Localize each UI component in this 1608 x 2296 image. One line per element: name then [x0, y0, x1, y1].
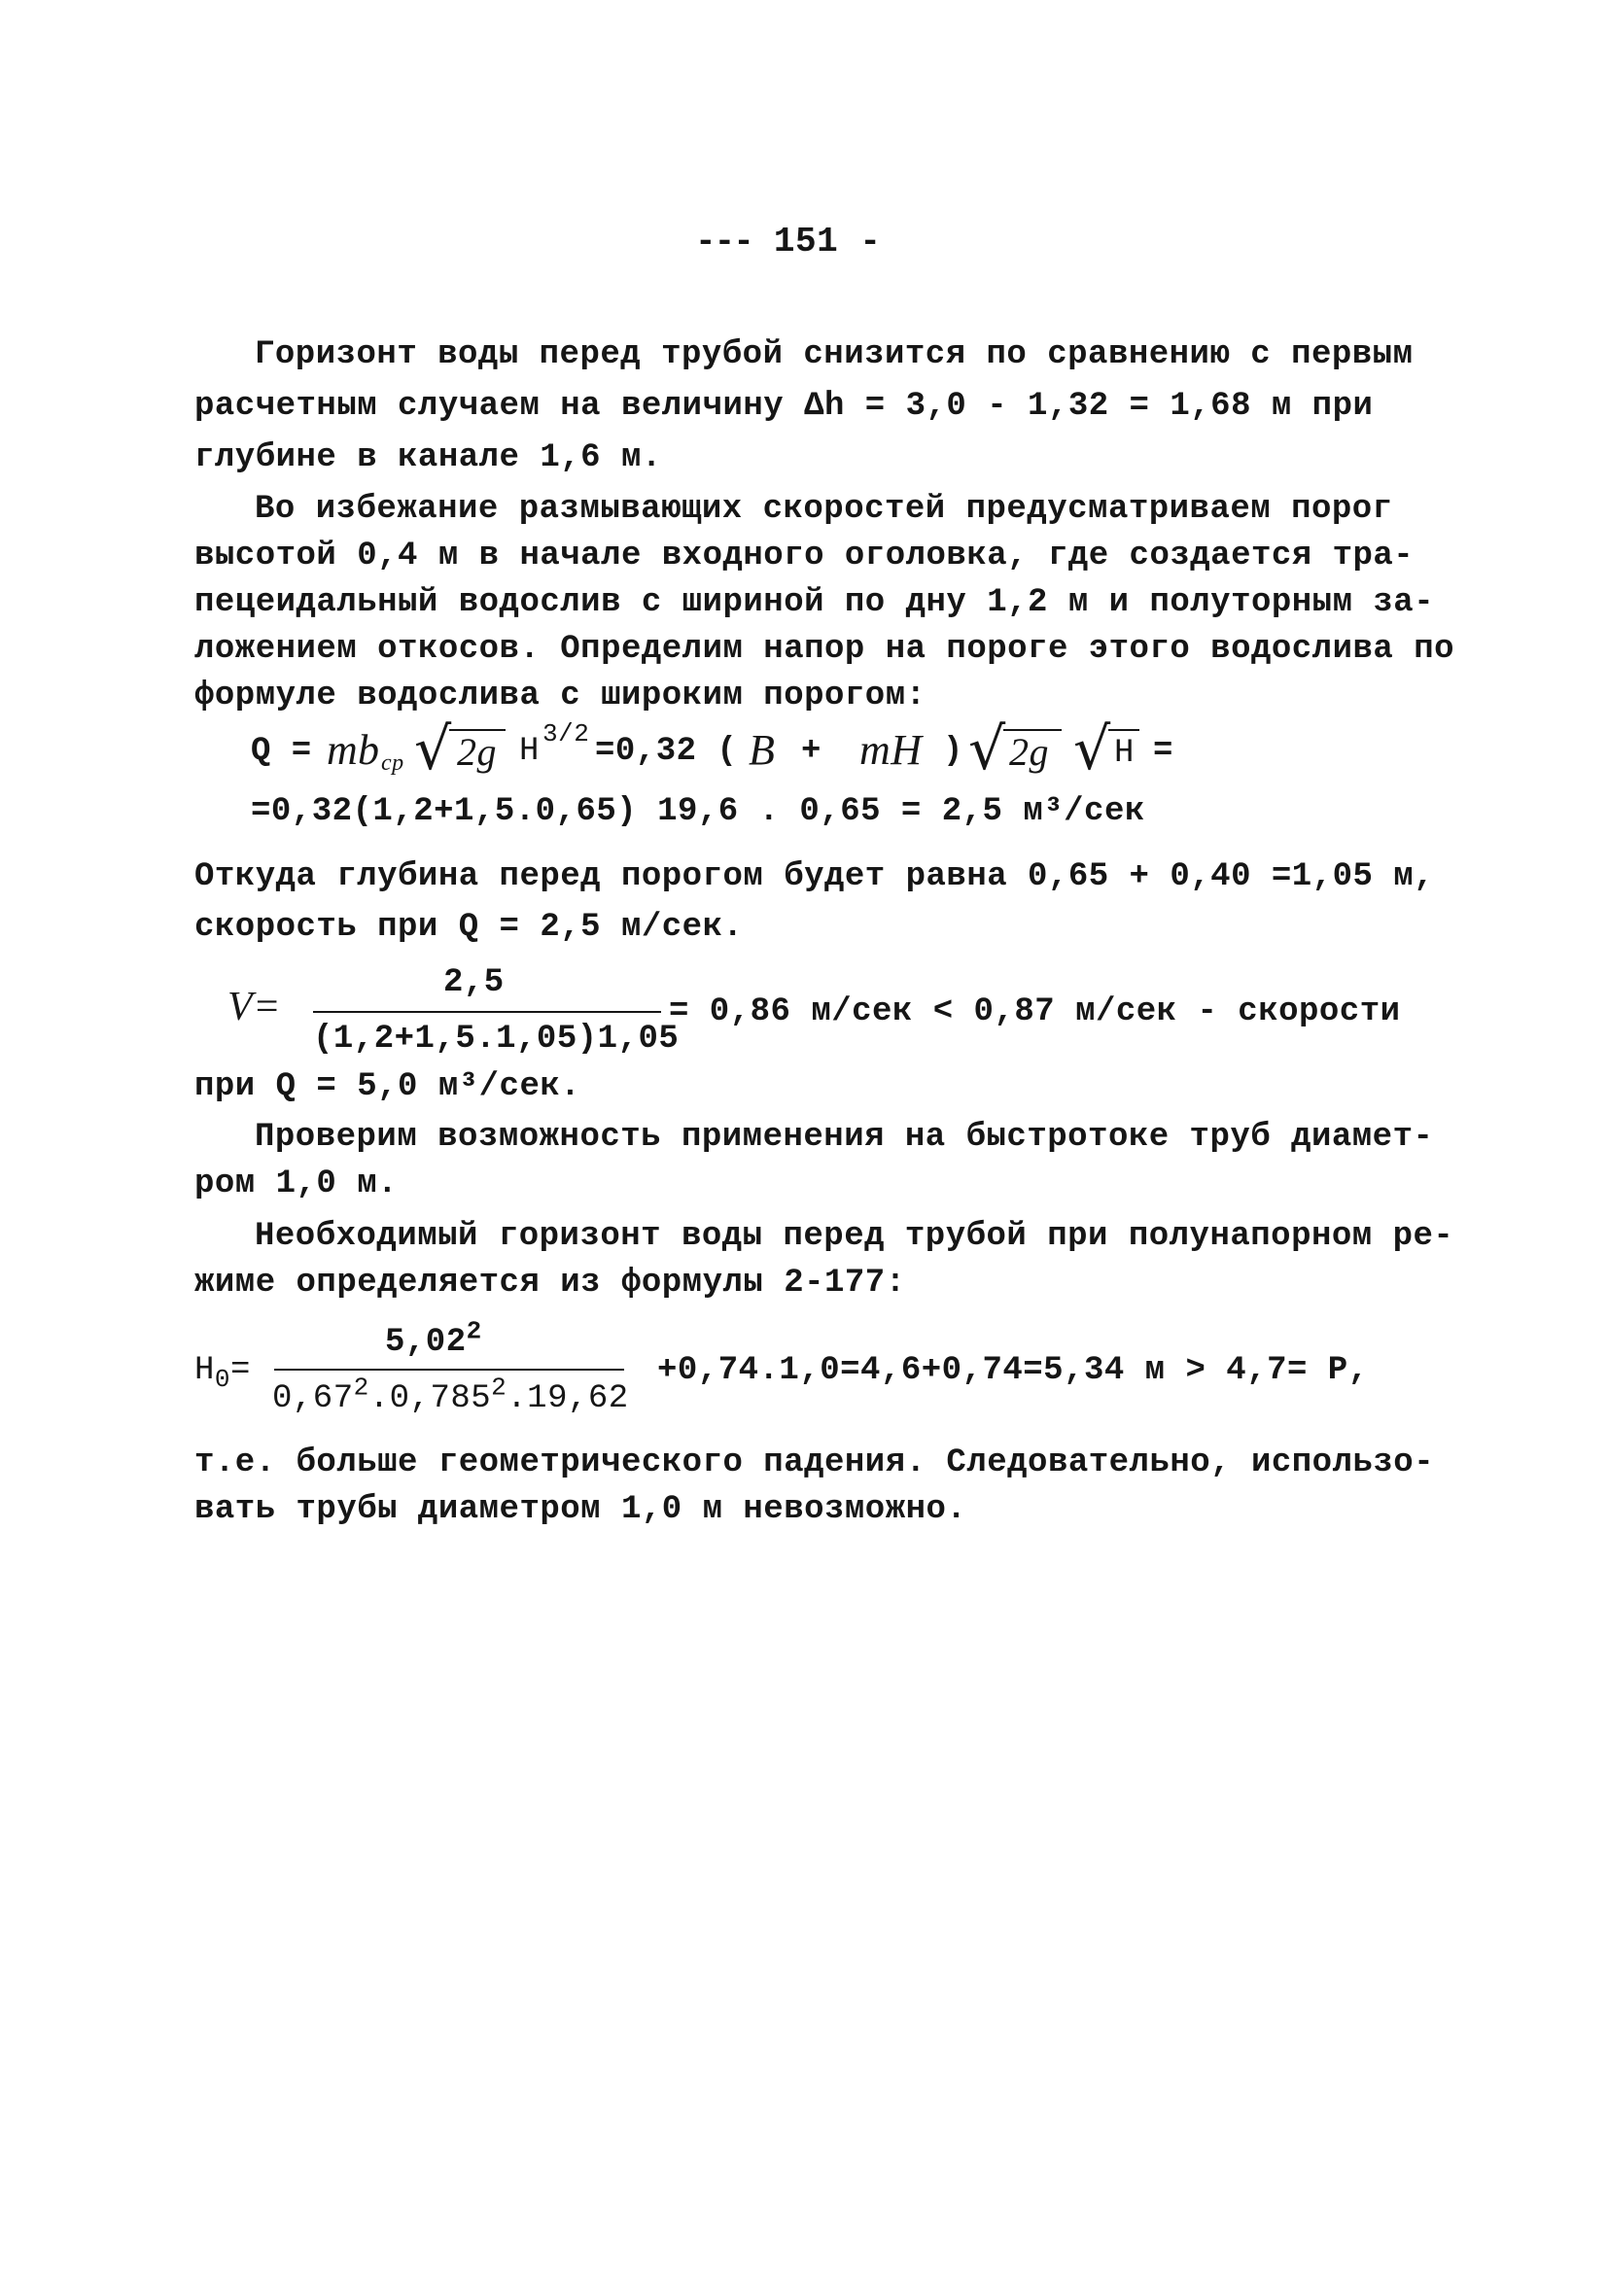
paragraph-line: жиме определяется из формулы 2-177: — [194, 1265, 906, 1302]
page-number: --- 151 - — [695, 222, 882, 261]
formula-rhs: = 0,86 м/сек < 0,87 м/сек - скорости — [669, 993, 1401, 1030]
radical-bar-3 — [1108, 729, 1139, 731]
formula-line: =0,32(1,2+1,5.0,65) 19,6 . 0,65 = 2,5 м³/сек — [251, 793, 1145, 830]
formula-denominator: (1,2+1,5.1,05)1,05 — [313, 1021, 680, 1058]
formula-h0-denominator: 0,67$^2$.0,785$^2$.19,62 — [272, 1373, 629, 1417]
formula-b: b — [358, 726, 380, 774]
formula-2g: 2g — [457, 730, 497, 774]
radical-sign-2: √ — [968, 715, 1006, 783]
formula-mH: mH — [859, 726, 923, 774]
paragraph-line: формуле водослива с широким порогом: — [194, 678, 926, 714]
formula-eq: = — [1153, 733, 1173, 770]
formula-h0-lhs: $H_0=$ — [194, 1352, 251, 1394]
formula-2g-2: 2g — [1009, 730, 1049, 774]
fraction-line-2 — [274, 1369, 624, 1371]
paragraph-line: ром 1,0 м. — [194, 1165, 399, 1202]
paragraph-line: Во избежание размывающих скоростей предусматриваем порог — [255, 491, 1393, 528]
formula-h0-rhs: +0,74.1,0=4,6+0,74=5,34 м > 4,7= P, — [657, 1352, 1369, 1389]
fraction-line — [313, 1011, 661, 1013]
formula-m: m — [327, 726, 359, 774]
radical-sign: √ — [414, 715, 452, 783]
paragraph-line: глубине в канале 1,6 м. — [194, 439, 662, 476]
paragraph-line: высотой 0,4 м в начале входного оголовка, где создается тра- — [194, 538, 1415, 574]
formula-sqrt-h: H — [1114, 735, 1135, 772]
formula-B: B — [749, 726, 776, 774]
formula-plus: + — [801, 733, 821, 770]
formula-close: ) — [943, 733, 963, 770]
formula-q: Q = — [251, 733, 312, 770]
paragraph-line: вать трубы диаметром 1,0 м невозможно. — [194, 1491, 967, 1528]
paragraph-line: скорость при Q = 2,5 м/сек. — [194, 909, 744, 946]
paragraph-line: Откуда глубина перед порогом будет равна 0,65 + 0,40 =1,05 м, — [194, 858, 1435, 895]
formula-pow: 3/2 — [542, 719, 590, 748]
formula-numerator: 2,5 — [443, 964, 505, 1001]
paragraph-line: Необходимый горизонт воды перед трубой при полунапорном ре- — [255, 1218, 1454, 1255]
formula-h: H — [519, 733, 540, 770]
paragraph-line: пецеидальный водослив с шириной по дну 1,2 м и полуторным за- — [194, 584, 1435, 621]
formula-rest: =0,32 ( — [595, 733, 738, 770]
formula-h0-numerator: 5,02$^2$ — [385, 1316, 482, 1361]
paragraph-line: ложением откосов. Определим напор на пороге этого водослива по — [194, 631, 1455, 668]
radical-sign-3: √ — [1073, 715, 1111, 783]
formula-b-sub: ср — [381, 750, 404, 776]
formula-v-lhs: V= — [227, 985, 281, 1029]
paragraph-line: Горизонт воды перед трубой снизится по сравнению с первым — [255, 336, 1414, 373]
paragraph-line: расчетным случаем на величину Δh = 3,0 - 1,32 = 1,68 м при — [194, 388, 1374, 425]
paragraph-line: Проверим возможность применения на быстротоке труб диамет- — [255, 1119, 1434, 1156]
paragraph-line: т.е. больше геометрического падения. Следовательно, использо- — [194, 1444, 1435, 1481]
paragraph-line: при Q = 5,0 м³/сек. — [194, 1068, 581, 1105]
